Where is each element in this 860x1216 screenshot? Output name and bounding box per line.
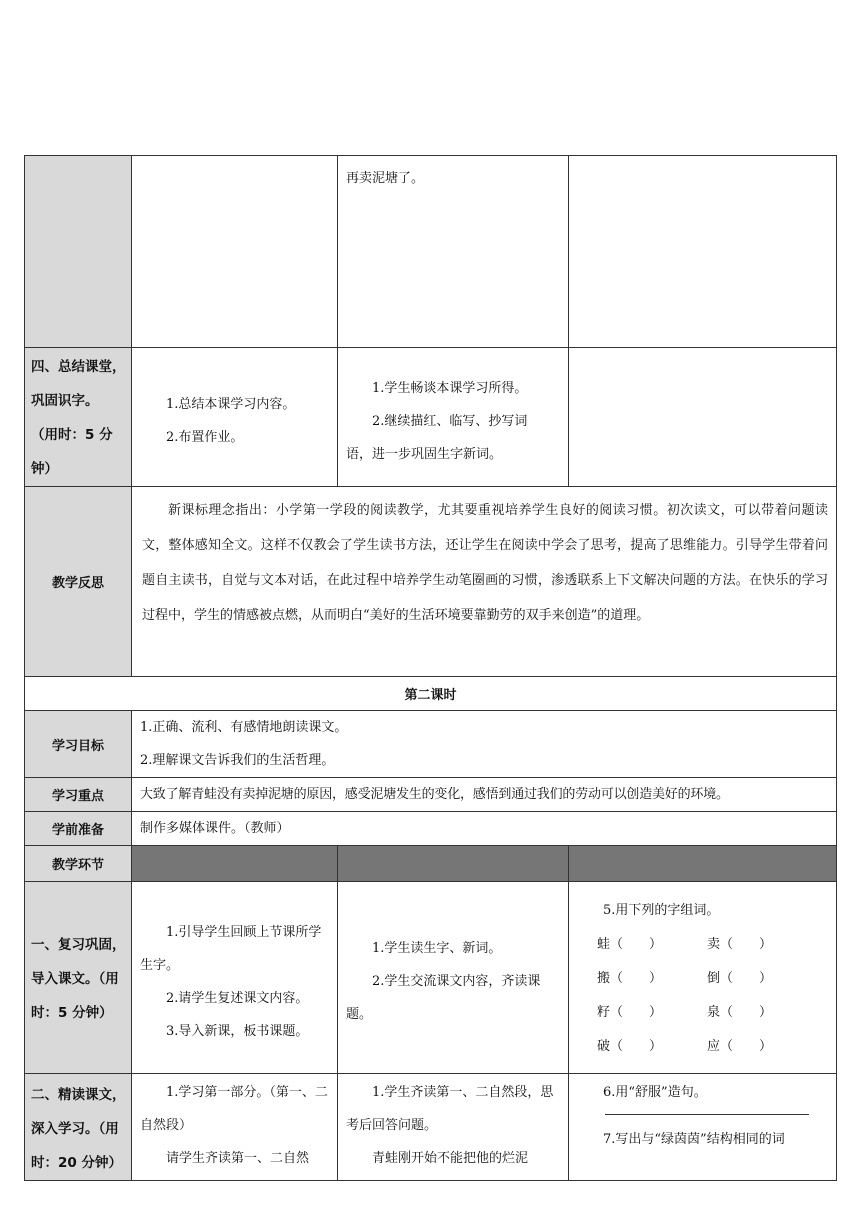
teacher-line: 3.导入新课，板书课题。: [166, 1023, 309, 1039]
summary-teacher: [132, 348, 338, 487]
student-line: 1.学生读生字、新词。: [372, 941, 502, 956]
exercise-title: 5.用下列的字组词。: [603, 903, 720, 918]
stage-line: 深入学习。（用: [31, 1121, 119, 1137]
exercise-7: 7.写出与“绿茵茵”结构相同的词: [603, 1132, 785, 1147]
objective-item: 1.正确、流利、有感情地朗读课文。: [140, 720, 348, 735]
exercise-grid: [597, 928, 830, 1064]
student-line: 1.学生畅谈本课学习所得。: [372, 380, 528, 396]
design-cell-empty: [569, 156, 837, 348]
reflection-cell: [132, 487, 837, 677]
continuation-row: [25, 156, 837, 348]
exercise-item: 卖（ ）: [707, 937, 773, 952]
reflection-text: 新课标理念指出：小学第一学段的阅读教学，尤其要重视培养学生良好的阅读习惯。初次读文，可以带着问题读文，整体感知全文。这样不仅教会了学生读书方法，还让学生在阅读中学会了思考，提高了思维能力。引导学生带着问题自主读书，自觉与文本对话，在此过程中培养学生动笔圈画的习惯，渗透联系上下文解决问题的方法。在快乐的学习过程中，学生的情感被点燃，从而明白“美好的生活环境要靠勤劳的双手来创造”的道理。: [142, 503, 828, 623]
stage-cell-empty: [25, 156, 132, 348]
objective-item: 2.理解课文告诉我们的生活哲理。: [140, 753, 335, 768]
teacher-line: 1.引导学生回顾上节课所学生字。: [140, 924, 322, 973]
student-cell: [338, 156, 569, 348]
reading-student: [338, 1074, 569, 1181]
teacher-line: 2.请学生复述课文内容。: [166, 990, 309, 1006]
stage-line: 巩固识字。: [31, 393, 99, 409]
steps-label: 教学环节: [25, 846, 132, 882]
prep-row: [25, 812, 837, 846]
stage-line: 一、复习巩固，: [31, 936, 126, 953]
objectives-cell: [132, 711, 837, 778]
review-teacher: [132, 882, 338, 1074]
exercise-item: 泉（ ）: [707, 1005, 773, 1020]
teacher-line: 2.布置作业。: [166, 430, 244, 445]
exercise-6: 6.用“舒服”造句。: [603, 1085, 707, 1100]
student-line: 2.继续描红、临写、抄写词: [372, 413, 528, 429]
reading-stage: [25, 1074, 132, 1181]
reflection-row: [25, 487, 837, 677]
prep-label: 学前准备: [25, 812, 132, 846]
review-student: [338, 882, 569, 1074]
exercise-item: 倒（ ）: [707, 971, 773, 986]
student-line: 语，进一步巩固生字新词。: [346, 446, 503, 462]
stage-line: 二、精读课文，: [31, 1087, 126, 1103]
stage-line: 钟）: [31, 461, 58, 477]
header-student-dark: [338, 846, 569, 882]
reflection-label: 教学反思: [25, 487, 132, 677]
stage-line: 时：20 分钟）: [31, 1155, 122, 1171]
prep-text: 制作多媒体课件。（教师）: [132, 812, 837, 846]
summary-stage: [25, 348, 132, 487]
student-line: 青蛙刚开始不能把他的烂泥: [372, 1151, 529, 1166]
lesson-plan-table: [24, 155, 837, 1181]
reading-teacher: [132, 1074, 338, 1181]
lesson2-title: 第二课时: [25, 677, 837, 711]
objectives-row: [25, 711, 837, 778]
exercise-item: 应（ ）: [707, 1039, 773, 1054]
teacher-cell-empty: [132, 156, 338, 348]
student-line: 2.学生交流课文内容，齐读课题。: [346, 974, 541, 1022]
exercise-item: 籽（ ）: [597, 1005, 663, 1020]
summary-student: [338, 348, 569, 487]
focus-label: 学习重点: [25, 778, 132, 812]
exercise-item: 蛙（ ）: [597, 937, 663, 952]
reading-exercise: [569, 1074, 837, 1181]
student-text: 再卖泥塘了。: [346, 171, 425, 186]
teacher-line: 1.总结本课学习内容。: [166, 397, 296, 412]
stage-line: 导入课文。（用: [31, 970, 119, 987]
objectives-label: 学习目标: [25, 711, 132, 778]
answer-line: [605, 1113, 809, 1115]
student-line: 1.学生齐读第一、二自然段，思考后回答问题。: [346, 1085, 554, 1133]
review-exercise: [569, 882, 837, 1074]
lesson2-title-row: [25, 677, 837, 711]
focus-text: 大致了解青蛙没有卖掉泥塘的原因，感受泥塘发生的变化，感悟到通过我们的劳动可以创造美好的环境。: [132, 778, 837, 812]
stage-line: 时：5 分钟）: [31, 1004, 113, 1021]
stage-line: （用时：5 分: [31, 427, 113, 443]
stage-line: 四、总结课堂，: [31, 359, 126, 375]
summary-row: [25, 348, 837, 487]
exercise-item: 破（ ）: [597, 1039, 663, 1054]
header-teacher-dark: [132, 846, 338, 882]
focus-row: [25, 778, 837, 812]
header-design-dark: [569, 846, 837, 882]
teacher-line: 1.学习第一部分。（第一、二自然段）: [140, 1085, 328, 1133]
exercise-item: 搬（ ）: [597, 971, 663, 986]
review-row: [25, 882, 837, 1074]
teacher-line: 请学生齐读第一、二自然: [166, 1151, 310, 1166]
steps-header-row: [25, 846, 837, 882]
reading-row: [25, 1074, 837, 1181]
review-stage: [25, 882, 132, 1074]
summary-design-empty: [569, 348, 837, 487]
